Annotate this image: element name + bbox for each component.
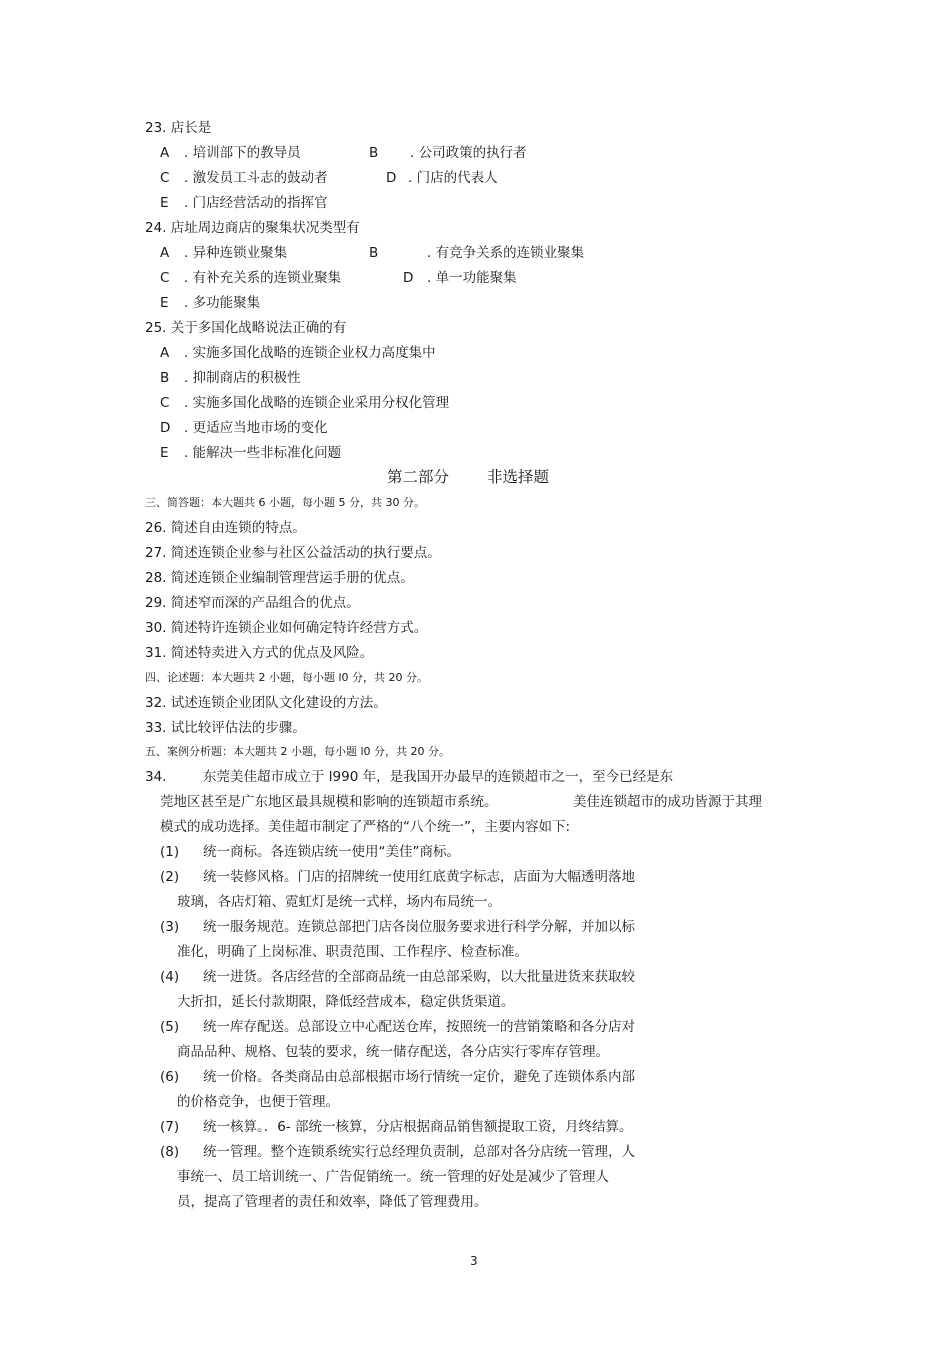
part-2-title: 非选择题 [487, 468, 550, 486]
q24-option-e-letter: E [160, 295, 169, 311]
q25-option-a: . 实施多国化战略的连锁企业权力高度集中 [184, 345, 436, 361]
question-34-line-2a: 莞地区甚至是广东地区最具规模和影响的连锁超市系统。 [160, 794, 498, 810]
case-item-text-cont: 玻璃，各店灯箱、霓虹灯是统一式样，场内布局统一。 [177, 894, 501, 910]
question-33: 33. 试比较评估法的步骤。 [145, 720, 306, 736]
q25-option-d: . 更适应当地市场的变化 [184, 420, 328, 436]
case-item-text: 统一价格。各类商品由总部根据市场行情统一定价，避免了连锁体系内部 [203, 1069, 635, 1085]
case-item-number: (3) [160, 919, 180, 935]
q24-option-d: . 单一功能聚集 [427, 270, 517, 286]
q25-option-a-letter: A [160, 345, 170, 361]
q23-option-c: . 激发员工斗志的鼓动者 [184, 170, 328, 186]
case-item-text: 统一库存配送。总部设立中心配送仓库，按照统一的营销策略和各分店对 [203, 1019, 635, 1035]
q24-option-a: . 异种连锁业聚集 [184, 245, 288, 261]
page-number: 3 [470, 1254, 478, 1268]
q23-option-a-letter: A [160, 145, 170, 161]
case-item-text: 统一核算。．6- 部统一核算，分店根据商品销售额提取工资，月终结算。 [203, 1119, 633, 1135]
q23-option-c-letter: C [160, 170, 170, 186]
q25-option-c: . 实施多国化战略的连锁企业采用分权化管理 [184, 395, 450, 411]
q23-option-d-letter: D [386, 170, 397, 186]
section-4-heading: 四、论述题：本大题共 2 小题，每小题 l0 分，共 20 分。 [145, 671, 429, 684]
q24-option-e: . 多功能聚集 [184, 295, 261, 311]
question-27: 27. 简述连锁企业参与社区公益活动的执行要点。 [145, 545, 441, 561]
q24-option-b-letter: B [369, 245, 379, 261]
case-item-number: (6) [160, 1069, 180, 1085]
case-item-text-cont: 大折扣，延长付款期限，降低经营成本，稳定供货渠道。 [177, 994, 515, 1010]
case-item-number: (4) [160, 969, 180, 985]
part-2-label: 第二部分 [387, 468, 450, 486]
q24-option-d-letter: D [403, 270, 414, 286]
q23-option-a: . 培训部下的教导员 [184, 145, 301, 161]
question-23-stem: 23. 店长是 [145, 120, 212, 136]
question-34-line-2b: 美佳连锁超市的成功皆源于其理 [573, 794, 762, 810]
case-item-number: (2) [160, 869, 180, 885]
q25-option-e-letter: E [160, 445, 169, 461]
question-26: 26. 简述自由连锁的特点。 [145, 520, 306, 536]
question-31: 31. 简述特卖进入方式的优点及风险。 [145, 645, 374, 661]
case-item-number: (8) [160, 1144, 180, 1160]
case-item-text-cont: 事统一、员工培训统一、广告促销统一。统一管理的好处是减少了管理人 [177, 1169, 609, 1185]
q25-option-e: . 能解决一些非标准化问题 [184, 445, 342, 461]
question-25-stem: 25. 关于多国化战略说法正确的有 [145, 320, 347, 336]
case-item-number: (1) [160, 844, 180, 860]
question-34-number: 34. [145, 769, 167, 785]
q23-option-e: . 门店经营活动的指挥官 [184, 195, 328, 211]
question-34-line-1: 东莞美佳超市成立于 l990 年，是我国开办最早的连锁超市之一，至今已经是东 [203, 769, 674, 785]
case-item-text: 统一服务规范。连锁总部把门店各岗位服务要求进行科学分解，并加以标 [203, 919, 635, 935]
q23-option-e-letter: E [160, 195, 169, 211]
q25-option-b: . 抑制商店的积极性 [184, 370, 301, 386]
q24-option-c-letter: C [160, 270, 170, 286]
case-item-text-cont: 商品品种、规格、包装的要求，统一储存配送，各分店实行零库存管理。 [177, 1044, 609, 1060]
case-item-text-cont: 的价格竞争，也便于管理。 [177, 1094, 339, 1110]
question-28: 28. 简述连锁企业编制管理营运手册的优点。 [145, 570, 414, 586]
case-item-text-cont: 准化，明确了上岗标准、职责范围、工作程序、检查标准。 [177, 944, 528, 960]
section-5-heading: 五、案例分析题：本大题共 2 小题，每小题 l0 分，共 20 分。 [145, 745, 451, 758]
case-item-text-cont: 员，提高了管理者的责任和效率，降低了管理费用。 [177, 1194, 488, 1210]
question-29: 29. 简述窄而深的产品组合的优点。 [145, 595, 360, 611]
question-30: 30. 简述特许连锁企业如何确定特许经营方式。 [145, 620, 428, 636]
q25-option-c-letter: C [160, 395, 170, 411]
case-item-number: (5) [160, 1019, 180, 1035]
q25-option-d-letter: D [160, 420, 171, 436]
section-3-heading: 三、简答题：本大题共 6 小题，每小题 5 分，共 30 分。 [145, 496, 425, 509]
case-item-number: (7) [160, 1119, 180, 1135]
q24-option-c: . 有补充关系的连锁业聚集 [184, 270, 342, 286]
q23-option-d: . 门店的代表人 [408, 170, 498, 186]
q23-option-b: . 公司政策的执行者 [410, 145, 527, 161]
question-34-line-3: 模式的成功选择。美佳超市制定了严格的“八个统一”，主要内容如下: [160, 819, 571, 835]
case-item-text: 统一管理。整个连锁系统实行总经理负责制，总部对各分店统一管理，人 [203, 1144, 635, 1160]
case-item-text: 统一进货。各店经营的全部商品统一由总部采购，以大批量进货来获取较 [203, 969, 635, 985]
question-24-stem: 24. 店址周边商店的聚集状况类型有 [145, 220, 360, 236]
q24-option-a-letter: A [160, 245, 170, 261]
case-item-text: 统一装修风格。门店的招牌统一使用红底黄字标志，店面为大幅透明落地 [203, 869, 635, 885]
case-item-text: 统一商标。各连锁店统一使用“美佳”商标。 [203, 844, 460, 860]
q25-option-b-letter: B [160, 370, 170, 386]
q24-option-b: . 有竞争关系的连锁业聚集 [427, 245, 585, 261]
q23-option-b-letter: B [369, 145, 379, 161]
question-32: 32. 试述连锁企业团队文化建设的方法。 [145, 695, 387, 711]
